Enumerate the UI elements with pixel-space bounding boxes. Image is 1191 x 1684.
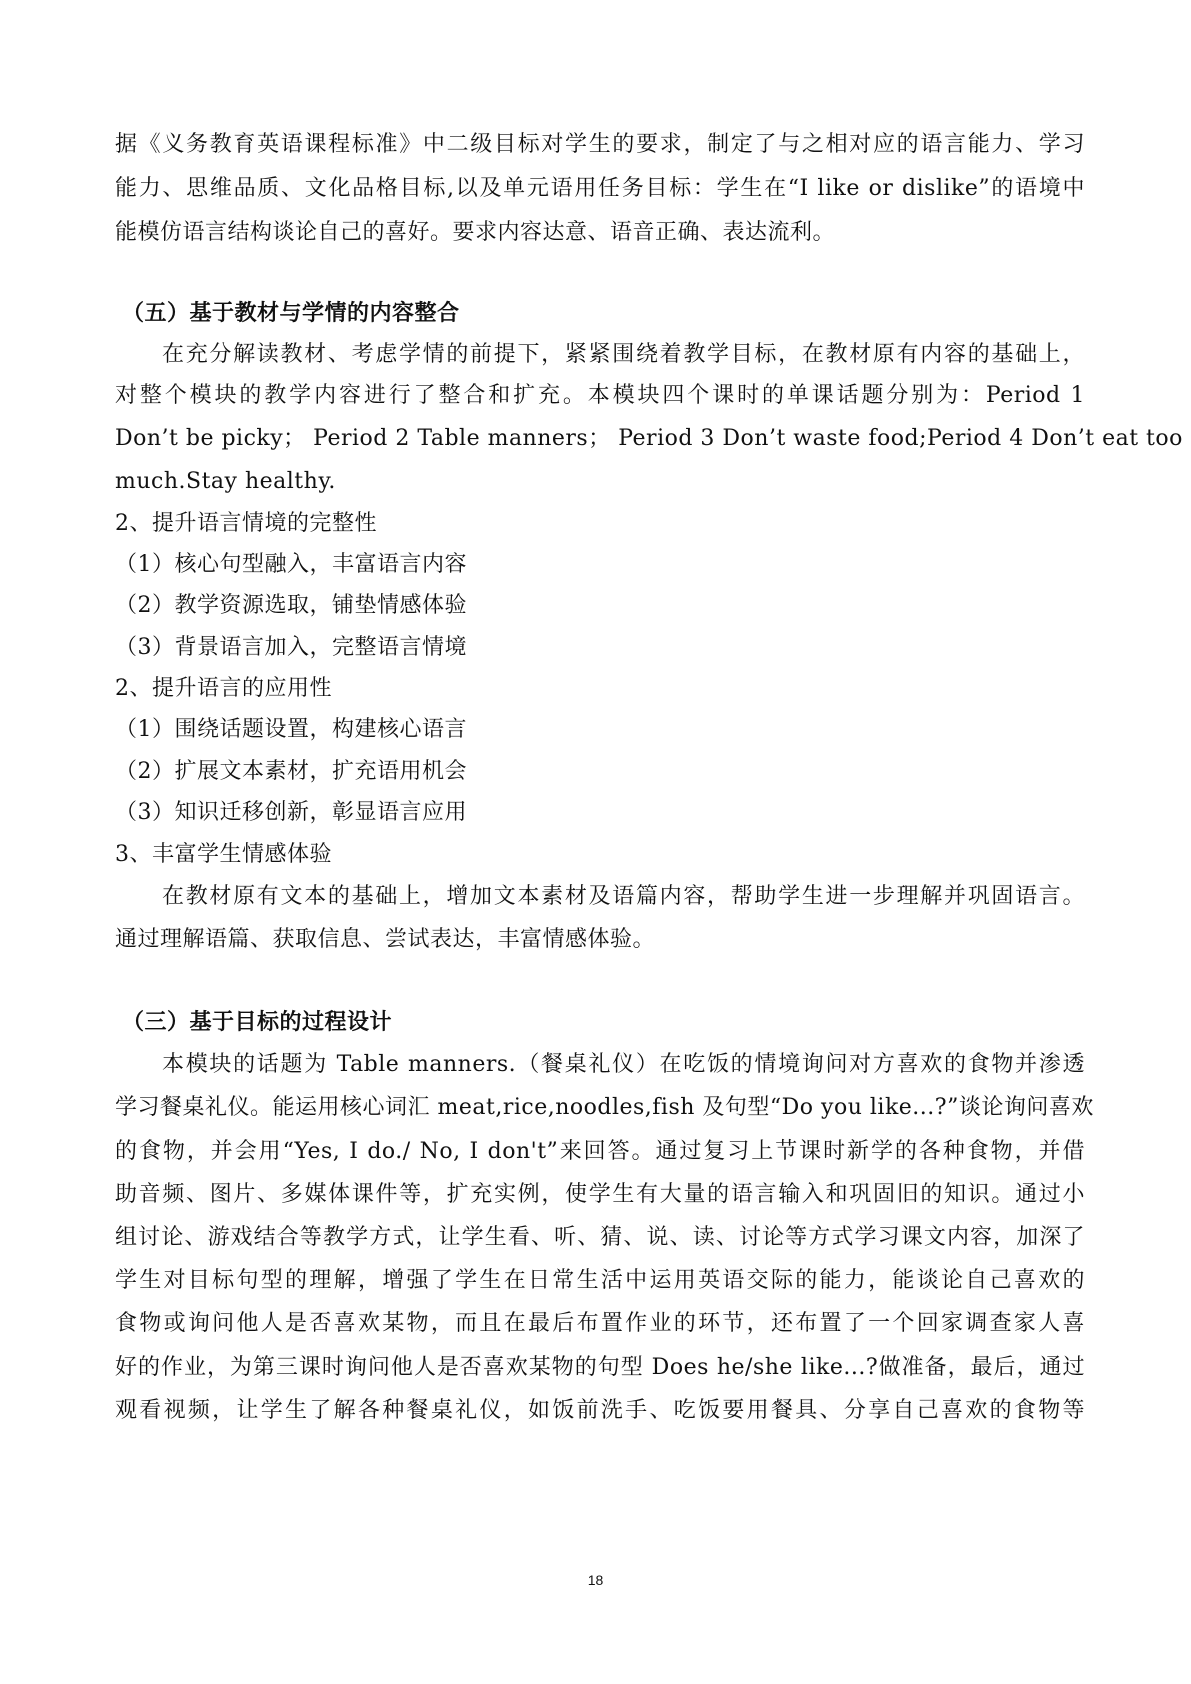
list-item: （3）背景语言加入，完整语言情境 (115, 635, 467, 660)
list-item: （1）核心句型融入，丰富语言内容 (115, 552, 467, 577)
section5-line-3: Don’t be picky； Period 2 Table manners； Period 3 Don’t waste food;Period 4 Don’t eat too (115, 426, 1183, 451)
section3-line-4: 助音频、图片、多媒体课件等，扩充实例，使学生有大量的语言输入和巩固旧的知识。通过小 (115, 1182, 1085, 1207)
section3-line-8: 好的作业，为第三课时询问他人是否喜欢某物的句型 Does he/she like...?做准备，最后，通过 (115, 1355, 1085, 1380)
section5-line-4: much.Stay healthy. (115, 469, 336, 494)
intro-line-1: 据《义务教育英语课程标准》中二级目标对学生的要求，制定了与之相对应的语言能力、学习 (115, 132, 1085, 157)
list-item: （2）扩展文本素材，扩充语用机会 (115, 759, 467, 784)
section3-line-1: 本模块的话题为 Table manners.（餐桌礼仪）在吃饭的情境询问对方喜欢的食物并渗透 (162, 1052, 1085, 1077)
section3-line-5: 组讨论、游戏结合等教学方式，让学生看、听、猜、说、读、讨论等方式学习课文内容，加深了 (115, 1225, 1085, 1250)
page-number: 18 (587, 1572, 604, 1588)
section-heading-3: （三）基于目标的过程设计 (122, 1009, 393, 1035)
emotion-line-2: 通过理解语篇、获取信息、尝试表达，丰富情感体验。 (115, 927, 656, 952)
section-heading-5: （五）基于教材与学情的内容整合 (122, 300, 460, 326)
section3-line-9: 观看视频，让学生了解各种餐桌礼仪，如饭前洗手、吃饭要用餐具、分享自己喜欢的食物等 (115, 1398, 1085, 1423)
list-item: （3）知识迁移创新，彰显语言应用 (115, 800, 467, 825)
section5-line-1: 在充分解读教材、考虑学情的前提下，紧紧围绕着教学目标，在教材原有内容的基础上， (162, 342, 1085, 367)
list-item: 3、丰富学生情感体验 (115, 842, 332, 867)
list-item: （1）围绕话题设置，构建核心语言 (115, 717, 467, 742)
section3-line-3: 的食物，并会用“Yes, I do./ No, I don't”来回答。通过复习上节课时新学的各种食物，并借 (115, 1139, 1085, 1164)
list-item: 2、提升语言的应用性 (115, 676, 332, 701)
section5-line-2: 对整个模块的教学内容进行了整合和扩充。本模块四个课时的单课话题分别为：Period 1 (115, 383, 1085, 408)
emotion-line-1: 在教材原有文本的基础上，增加文本素材及语篇内容，帮助学生进一步理解并巩固语言。 (162, 884, 1085, 909)
list-item: （2）教学资源选取，铺垫情感体验 (115, 593, 467, 618)
list-item: 2、提升语言情境的完整性 (115, 511, 377, 536)
section3-line-6: 学生对目标句型的理解，增强了学生在日常生活中运用英语交际的能力，能谈论自己喜欢的 (115, 1268, 1085, 1293)
intro-line-2: 能力、思维品质、文化品格目标,以及单元语用任务目标：学生在“I like or dislike”的语境中 (115, 176, 1085, 201)
section3-line-7: 食物或询问他人是否喜欢某物，而且在最后布置作业的环节，还布置了一个回家调查家人喜 (115, 1311, 1085, 1336)
section3-line-2: 学习餐桌礼仪。能运用核心词汇 meat,rice,noodles,fish 及句型“Do you like...?”谈论询问喜欢 (115, 1095, 1094, 1120)
intro-line-3: 能模仿语言结构谈论自己的喜好。要求内容达意、语音正确、表达流利。 (115, 220, 836, 245)
